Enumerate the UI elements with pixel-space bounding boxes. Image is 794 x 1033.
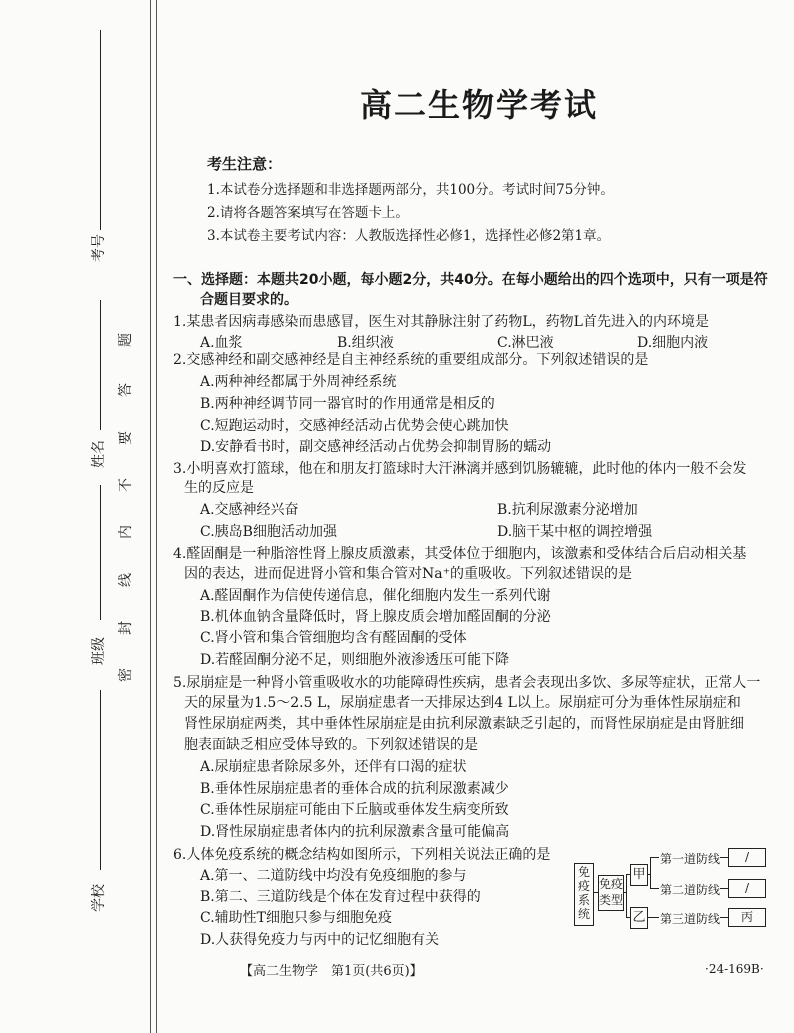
immune-system-diagram (570, 845, 785, 940)
section-heading-line1: 一、选择题：本题共20小题，每小题2分，共40分。在每小题给出的四个选项中，只有一项是符 (173, 272, 768, 288)
q4-option-c: C.肾小管和集合管细胞均含有醛固酮的受体 (200, 630, 467, 646)
diagram-type-box (598, 875, 624, 911)
page-footer: 【高二生物学 第1页(共6页)】 (240, 964, 423, 979)
q2-option-b: B.两种神经调节同一器官时的作用通常是相反的 (200, 396, 495, 412)
q6-option-d: D.人获得免疫力与丙中的记忆细胞有关 (200, 932, 440, 948)
q3-option-d: D.脑干某中枢的调控增强 (497, 524, 653, 540)
diagram-yi-box: 乙 (630, 907, 648, 929)
q6-option-c: C.辅助性T细胞只参与细胞免疫 (200, 910, 393, 926)
exam-no-label: 考号 (91, 234, 107, 262)
notice-item-1: 1.本试卷分选择题和非选择题两部分，共100分。考试时间75分钟。 (207, 182, 614, 198)
q5-stem-line4: 胞表面缺乏相应受体导致的。下列叙述错误的是 (184, 737, 478, 753)
notice-item-3: 3.本试卷主要考试内容：人教版选择性必修1，选择性必修2第1章。 (207, 228, 611, 244)
notice-item-2: 2.请将各题答案填写在答题卡上。 (207, 205, 409, 221)
school-blank (100, 690, 101, 870)
q4-stem-line2: 因的表达，进而促进肾小管和集合管对Na⁺的重吸收。下列叙述错误的是 (184, 566, 632, 582)
diagram-connector (720, 917, 728, 918)
paper-code: ·24-169B· (705, 962, 764, 976)
diagram-connector (720, 857, 728, 858)
section-heading-line2: 合题目要求的。 (200, 292, 298, 308)
q4-option-d: D.若醛固酮分泌不足，则细胞外液渗透压可能下降 (200, 652, 510, 668)
diagram-connector (647, 917, 659, 918)
diagram-system-char: 系 (577, 893, 590, 907)
diagram-connector (650, 857, 659, 858)
seal-char-mi: 密 (118, 668, 134, 682)
seal-char-ti: 题 (118, 333, 134, 347)
class-blank (100, 485, 101, 620)
q2-option-c: C.短跑运动时，交感神经活动占优势会使心跳加快 (200, 418, 509, 434)
q4-stem-line1: 4.醛固酮是一种脂溶性肾上腺皮质激素，其受体位于细胞内，该激素和受体结合后启动相关基 (173, 546, 747, 562)
school-label: 学校 (91, 884, 107, 912)
diagram-connector (720, 888, 728, 889)
diagram-line3-label: 第三道防线 (660, 912, 721, 926)
q1-option-b: B.组织液 (337, 335, 394, 351)
diagram-system-box (574, 863, 594, 926)
notice-heading: 考生注意： (207, 155, 283, 173)
seal-char-feng: 封 (118, 621, 134, 635)
diagram-system-char: 疫 (577, 879, 590, 893)
q3-stem-line2: 生的反应是 (184, 480, 254, 496)
seal-char-da: 答 (118, 383, 134, 397)
diagram-type-text: 类型 (599, 893, 624, 907)
diagram-system-char: 免 (577, 865, 590, 879)
diagram-connector (650, 888, 659, 889)
q4-option-b: B.机体血钠含量降低时，肾上腺皮质会增加醛固酮的分泌 (200, 609, 551, 625)
diagram-connector (650, 857, 651, 889)
binding-line-inner (156, 0, 157, 1033)
seal-char-yao: 要 (118, 431, 134, 445)
q5-option-b: B.垂体性尿崩症患者的垂体合成的抗利尿激素减少 (200, 781, 509, 797)
q5-stem-line1: 5.尿崩症是一种肾小管重吸收水的功能障碍性疾病，患者会表现出多饮、多尿等症状，正常人一 (173, 675, 761, 691)
seal-char-nei: 内 (118, 525, 134, 539)
q6-option-a: A.第一、二道防线中均没有免疫细胞的参与 (200, 868, 467, 884)
seal-char-xian: 线 (118, 573, 134, 587)
q4-option-a: A.醛固酮作为信使传递信息，催化细胞内发生一系列代谢 (200, 588, 551, 604)
q5-option-a: A.尿崩症患者除尿多外，还伴有口渴的症状 (200, 759, 467, 775)
q1-option-d: D.细胞内液 (637, 335, 709, 351)
diagram-line1-label: 第一道防线 (660, 852, 721, 866)
diagram-type-text: 免疫 (599, 877, 624, 891)
binding-line-outer (150, 0, 151, 1033)
diagram-line1-answer: / (728, 848, 766, 867)
name-label: 姓名 (91, 440, 107, 468)
diagram-jia-box: 甲 (630, 864, 648, 886)
q5-option-c: C.垂体性尿崩症可能由下丘脑或垂体发生病变所致 (200, 802, 509, 818)
q1-stem: 1.某患者因病毒感染而患感冒，医生对其静脉注射了药物L，药物L首先进入的内环境是 (173, 314, 709, 330)
name-blank (100, 300, 101, 430)
q6-option-b: B.第二、三道防线是个体在发育过程中获得的 (200, 889, 481, 905)
diagram-system-char: 统 (577, 907, 590, 921)
q2-option-a: A.两种神经都属于外周神经系统 (200, 374, 397, 390)
q5-option-d: D.肾性尿崩症患者体内的抗利尿激素含量可能偏高 (200, 824, 510, 840)
q5-stem-line3: 肾性尿崩症两类，其中垂体性尿崩症是由抗利尿激素缺乏引起的，而肾性尿崩症是由肾脏细 (184, 716, 744, 732)
diagram-line2-answer: / (728, 879, 766, 898)
exam-no-blank (100, 30, 101, 230)
q1-option-a: A.血浆 (200, 335, 243, 351)
q2-option-d: D.安静看书时，副交感神经活动占优势会抑制胃肠的蠕动 (200, 439, 552, 455)
page-title: 高二生物学考试 (360, 86, 599, 124)
class-label: 班级 (91, 637, 107, 665)
seal-char-bu: 不 (118, 478, 134, 492)
q3-option-c: C.胰岛B细胞活动加强 (200, 524, 337, 540)
q5-stem-line2: 天的尿量为1.5～2.5 L，尿崩症患者一天排尿达到4 L以上。尿崩症可分为垂体性尿崩症和 (184, 695, 741, 711)
diagram-bing-box: 丙 (728, 908, 766, 927)
q1-option-c: C.淋巴液 (497, 335, 554, 351)
q3-option-a: A.交感神经兴奋 (200, 502, 299, 518)
q2-stem: 2.交感神经和副交感神经是自主神经系统的重要组成部分。下列叙述错误的是 (173, 352, 649, 368)
q3-option-b: B.抗利尿激素分泌增加 (497, 502, 638, 518)
diagram-line2-label: 第二道防线 (660, 883, 721, 897)
q6-stem: 6.人体免疫系统的概念结构如图所示，下列相关说法正确的是 (173, 847, 551, 863)
diagram-connector (626, 874, 627, 918)
q3-stem-line1: 3.小明喜欢打篮球，他在和朋友打篮球时大汗淋漓并感到饥肠辘辘，此时他的体内一般不会发 (173, 461, 747, 477)
